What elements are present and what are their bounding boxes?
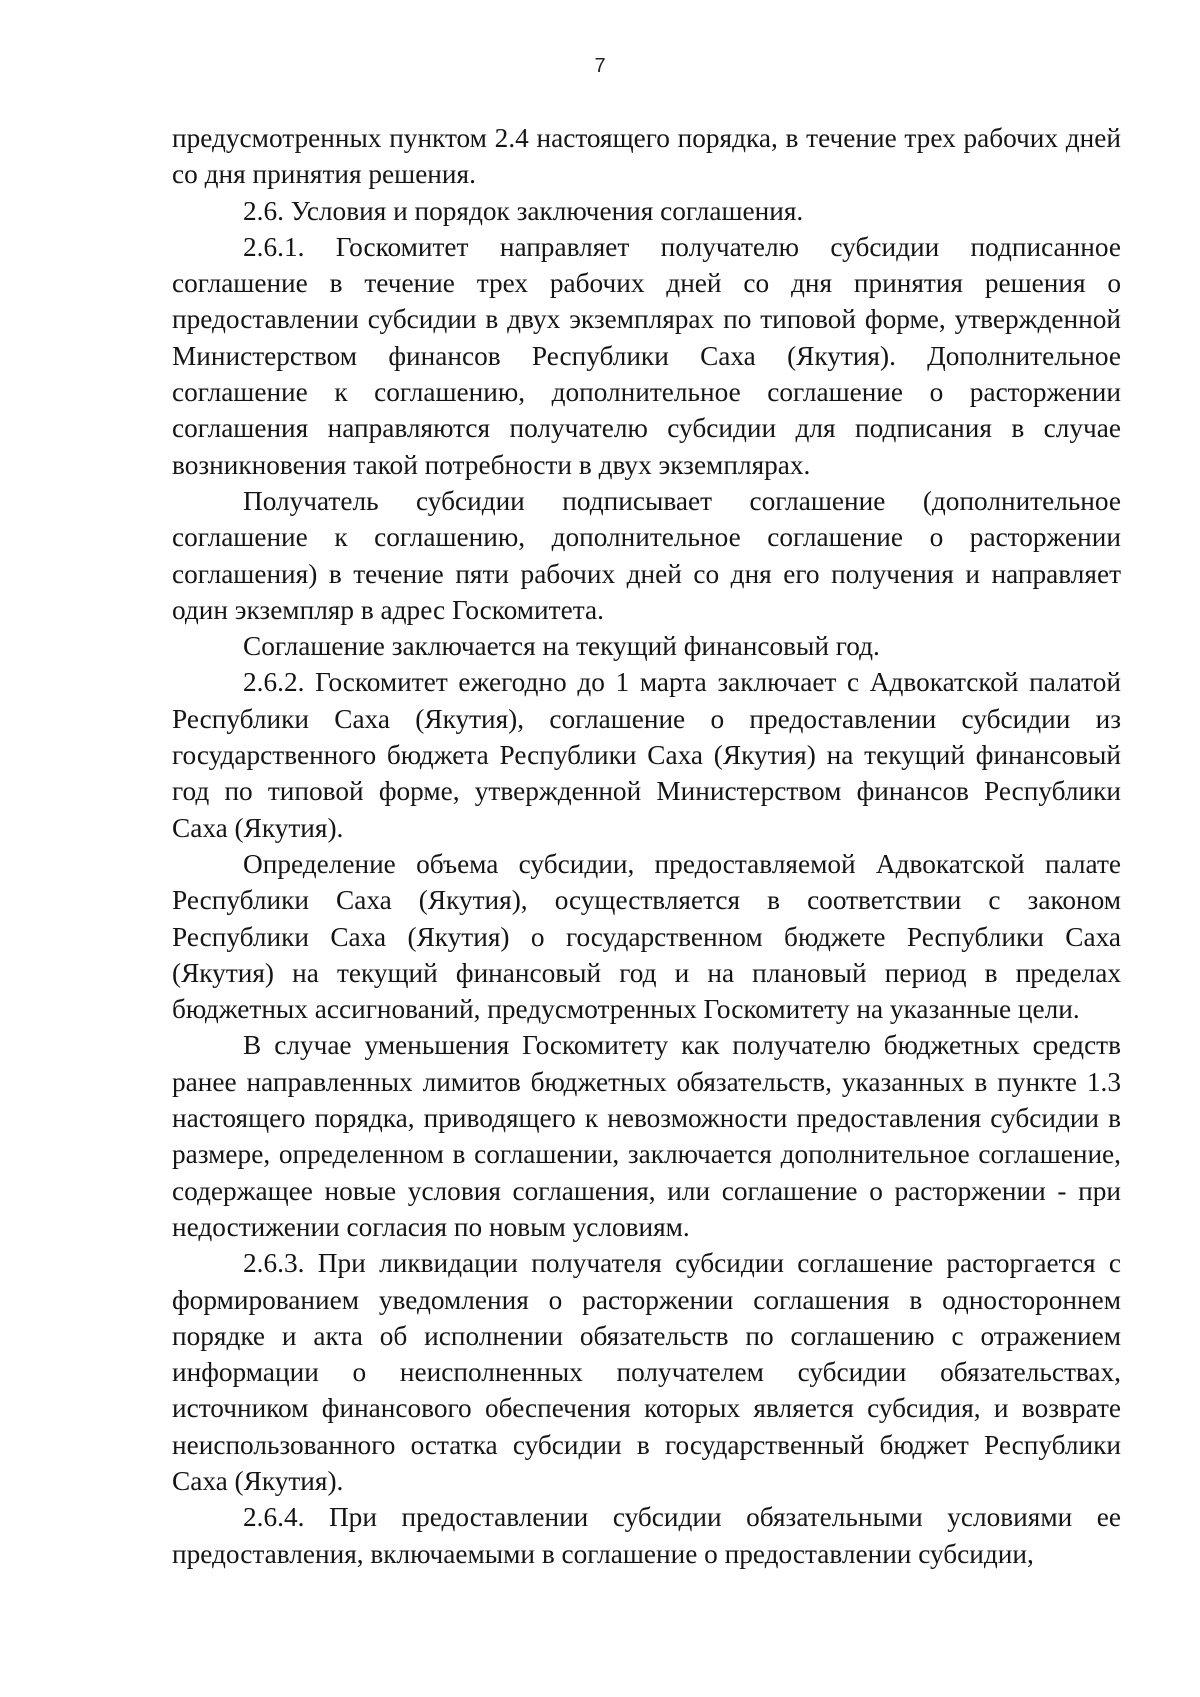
paragraph-2-6-3: 2.6.3. При ликвидации получателя субсидии соглашение расторгается с формированием уведомления о расторжении соглашения в одностороннем порядке и акта об исполнении обязательств по соглашению с отражением информации о неисполненных получателем субсидии обязательствах, источником финансового обеспечения которых является субсидия, и возврате неиспользованного остатка субсидии в государственный бюджет Республики Саха (Якутия). [172,1248,1121,1496]
paragraph-continuation: предусмотренных пунктом 2.4 настоящего порядка, в течение трех рабочих дней со дня принятия решения. [172,123,1121,190]
page-number: 7 [594,55,606,77]
paragraph-agreement-term: Соглашение заключается на текущий финансовый год. [243,631,880,662]
document-body [172,120,1121,1572]
paragraph-subsidy-volume: Определение объема субсидии, предоставляемой Адвокатской палате Республики Саха (Якутия), осуществляется в соответствии с законом Республики Саха (Якутия) о государственном бюджете Республики Саха (Якутия) на текущий финансовый год и на плановый период в пределах бюджетных ассигнований, предусмотренных Госкомитету на указанные цели. [172,848,1121,1025]
paragraph-section-2-6: 2.6. Условия и порядок заключения соглашения. [243,195,804,226]
paragraph-2-6-1: 2.6.1. Госкомитет направляет получателю субсидии подписанное соглашение в течение трех рабочих дней со дня принятия решения о предоставлении субсидии в двух экземплярах по типовой форме, утвержденной Министерством финансов Республики Саха (Якутия). Дополнительное соглашение к соглашению, дополнительное соглашение о расторжении соглашения направляются получателю субсидии для подписания в случае возникновения такой потребности в двух экземплярах. [172,231,1121,480]
paragraph-2-6-2: 2.6.2. Госкомитет ежегодно до 1 марта заключает с Адвокатской палатой Республики Саха (Якутия), соглашение о предоставлении субсидии из государственного бюджета Республики Саха (Якутия) на текущий финансовый год по типовой форме, утвержденной Министерством финансов Республики Саха (Якутия). [172,667,1121,843]
paragraph-limits-reduction: В случае уменьшения Госкомитету как получателю бюджетных средств ранее направленных лимитов бюджетных обязательств, указанных в пункте 1.3 настоящего порядка, приводящего к невозможности предоставления субсидии в размере, определенном в соглашении, заключается дополнительное соглашение, содержащее новые условия соглашения, или соглашение о расторжении - при недостижении согласия по новым условиям. [172,1030,1121,1242]
paragraph-2-6-4: 2.6.4. При предоставлении субсидии обязательными условиями ее предоставления, включаемыми в соглашение о предоставлении субсидии, [172,1502,1121,1569]
paragraph-recipient-signs: Получатель субсидии подписывает соглашение (дополнительное соглашение к соглашению, дополнительное соглашение о расторжении соглашения) в течение пяти рабочих дней со дня его получения и направляет один экземпляр в адрес Госкомитета. [172,485,1121,625]
